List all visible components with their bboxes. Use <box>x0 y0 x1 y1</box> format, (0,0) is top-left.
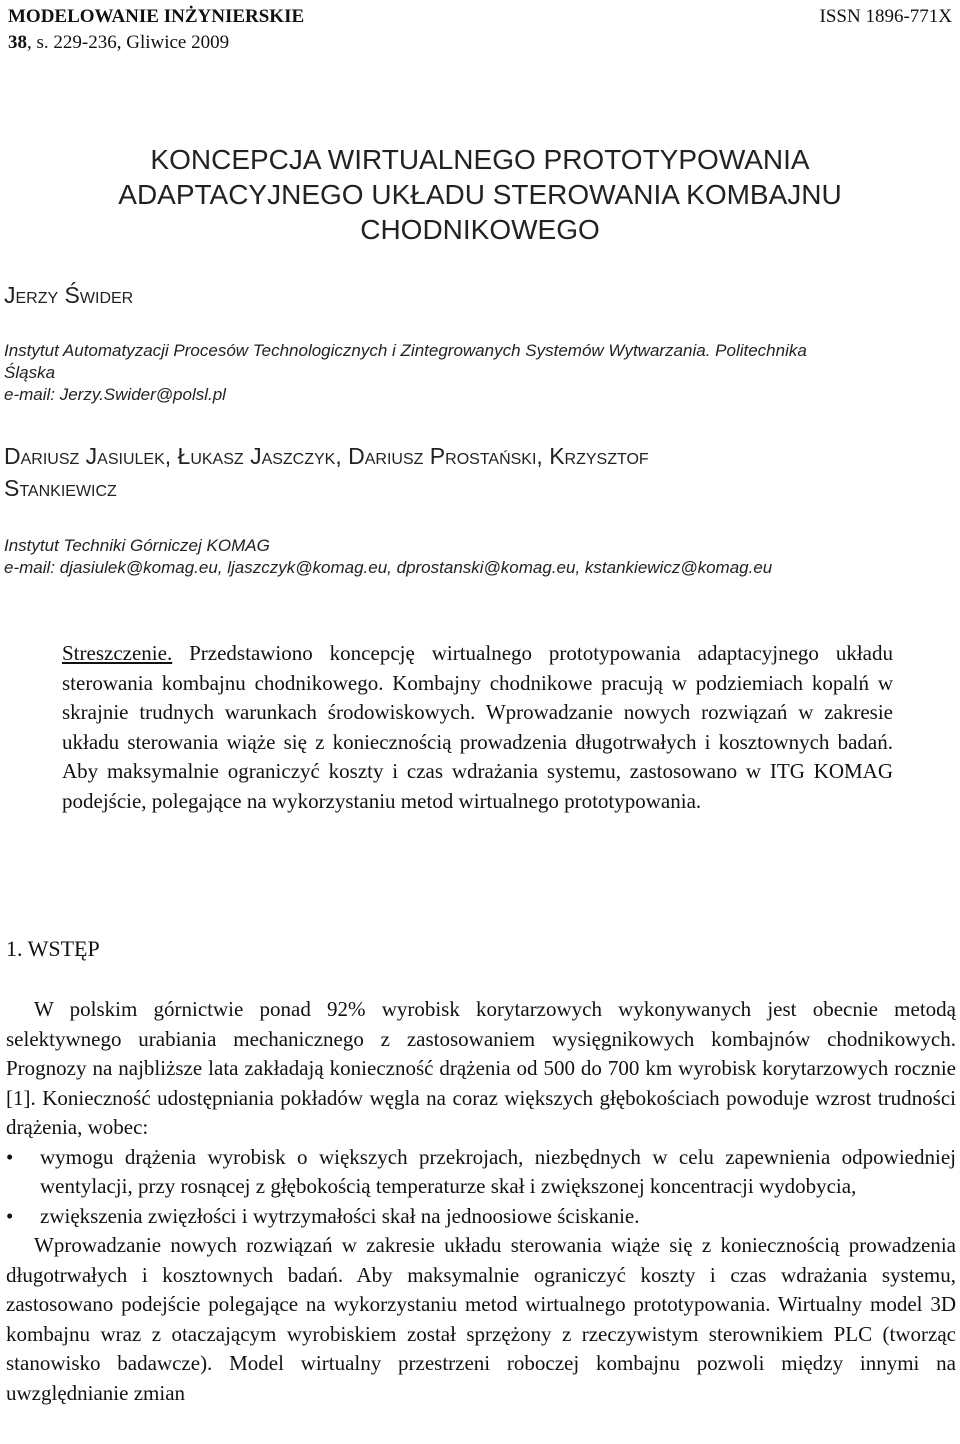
pages-location: , s. 229-236, Gliwice 2009 <box>27 32 230 53</box>
affiliation-line: Instytut Techniki Górniczej KOMAG <box>4 536 270 555</box>
paragraph: Wprowadzanie nowych rozwiązań w zakresie układu sterowania wiąże się z koniecznością prowadzenia długotrwałych i kosztownych badań. Aby maksymalnie ograniczyć koszty i czas wdrażania systemu, zastosowano podejście polegające na wykorzystaniu metod wirtualnego prototypowania. Wirtualny model 3D kombajnu wraz z otaczającym wyrobiskiem został sprzężony z rzeczywistym sterownikiem PLC (tworząc stanowisko badawcze). Model wirtualny przestrzeni roboczej kombajnu pozwoli między innymi na uwzględnianie zmian <box>6 1233 956 1405</box>
author-affiliation <box>4 340 807 406</box>
title-line: ADAPTACYJNEGO UKŁADU STEROWANIA KOMBAJNU <box>118 179 842 210</box>
coauthors-line: Stankiewicz <box>4 475 117 501</box>
list-item-text: wymogu drążenia wyrobisk o większych przekrojach, niezbędnych w celu zapewnienia odpowiedniej wentylacji, przy rosnącej z głębokością temperaturze skał i zwiększonej koncentracji wydobycia, <box>40 1144 956 1198</box>
author-email: e-mail: Jerzy.Swider@polsl.pl <box>4 385 226 404</box>
abstract-text: Przedstawiono koncepcję wirtualnego prototypowania adaptacyjnego układu sterowania kombajnu chodnikowego. Kombajny chodnikowe pracują w podziemiach kopalń w skrajnie trudnych warunkach środowiskowych. Wprowadzanie nowych rozwiązań w zakresie układu sterowania wiąże się z koniecznością prowadzenia długotrwałych i kosztownych badań. Aby maksymalnie ograniczyć koszty i czas wdrażania systemu, zastosowano w ITG KOMAG podejście, polegające na wykorzystaniu metod wirtualnego prototypowania. <box>62 641 893 813</box>
paragraph: W polskim górnictwie ponad 92% wyrobisk korytarzowych wykonywanych jest obecnie metodą selektywnego urabiania mechanicznego z zastosowaniem wysięgnikowych kombajnów chodnikowych. Prognozy na najbliższe lata zakładają konieczność drążenia od 500 do 700 km wyrobisk korytarzowych rocznie [1]. Konieczność udostępniania pokładów węgla na coraz większych głębokościach powoduje wzrost trudności drążenia, wobec: <box>6 997 956 1139</box>
abstract-label: Streszczenie. <box>62 641 173 665</box>
coauthors-line: Dariusz Jasiulek, Łukasz Jaszczyk, Dariusz Prostański, Krzysztof <box>4 443 649 469</box>
volume-number: 38 <box>8 32 27 53</box>
journal-header <box>8 4 304 56</box>
author-name: Jerzy Świder <box>4 282 134 308</box>
paper-title <box>0 142 960 247</box>
bullet-list <box>6 1143 956 1232</box>
bullet-icon: • <box>6 1203 14 1228</box>
title-line: KONCEPCJA WIRTUALNEGO PROTOTYPOWANIA <box>150 144 810 175</box>
issue-info <box>8 30 304 56</box>
issn: ISSN 1896-771X <box>819 6 952 27</box>
affiliation-line: Śląska <box>4 363 56 382</box>
coauthors-names <box>4 440 649 504</box>
affiliation-line: Instytut Automatyzacji Procesów Technologicznych i Zintegrowanych Systemów Wytwarzania. Politechnika <box>4 341 807 360</box>
list-item <box>6 1202 956 1232</box>
coauthors-emails: e-mail: djasiulek@komag.eu, ljaszczyk@komag.eu, dprostanski@komag.eu, kstankiewicz@komag.eu <box>4 558 773 577</box>
section-heading: 1. WSTĘP <box>6 936 100 961</box>
list-item <box>6 1143 956 1202</box>
coauthors-affiliation <box>4 535 772 579</box>
journal-name: MODELOWANIE INŻYNIERSKIE <box>8 6 305 27</box>
abstract <box>62 639 893 816</box>
list-item-text: zwiększenia zwięzłości i wytrzymałości skał na jednoosiowe ściskanie. <box>40 1203 640 1228</box>
title-line: CHODNIKOWEGO <box>360 214 600 245</box>
bullet-icon: • <box>6 1144 14 1169</box>
section-body <box>6 995 956 1408</box>
